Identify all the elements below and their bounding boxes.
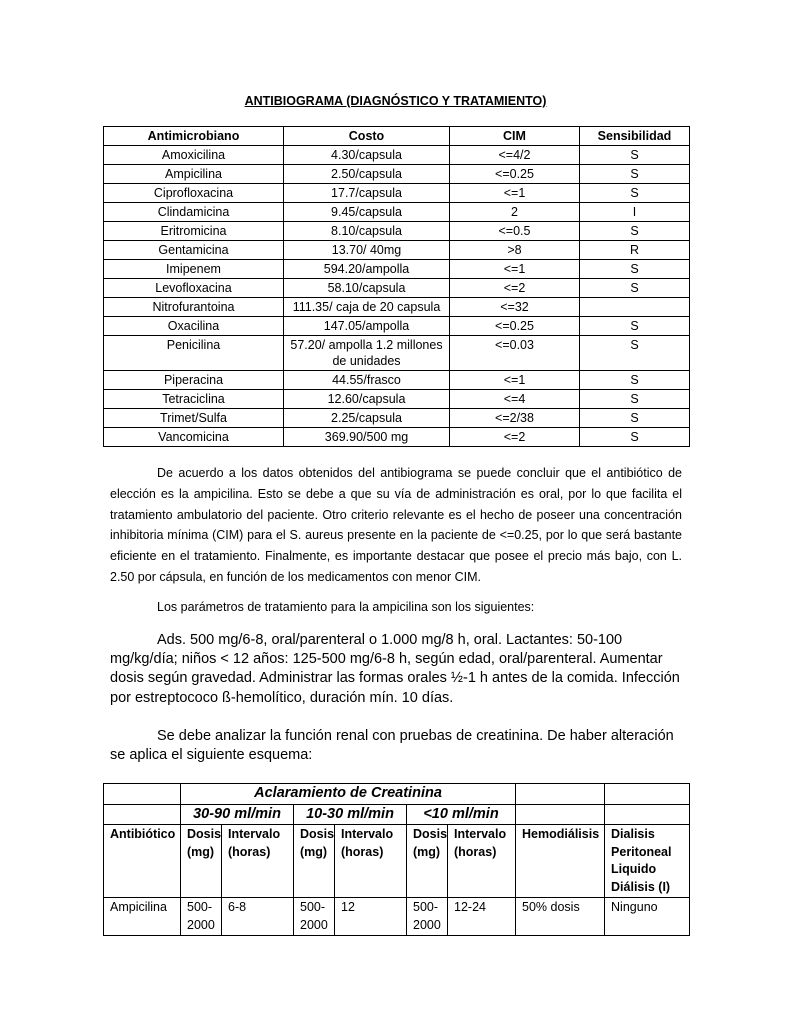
column-header: CIM bbox=[450, 127, 580, 146]
table-cell: <=1 bbox=[450, 260, 580, 279]
table-cell bbox=[580, 298, 690, 317]
table-row bbox=[104, 336, 690, 371]
table-cell: 44.55/frasco bbox=[284, 371, 450, 390]
table-cell: <=4/2 bbox=[450, 146, 580, 165]
table-row bbox=[104, 371, 690, 390]
column-header: Antibiótico bbox=[104, 825, 181, 898]
empty-cell bbox=[104, 784, 181, 805]
table-cell: >8 bbox=[450, 241, 580, 260]
table-cell: <=0.03 bbox=[450, 336, 580, 371]
table-cell: <=1 bbox=[450, 184, 580, 203]
table-cell: <=0.25 bbox=[450, 317, 580, 336]
column-header: Intervalo (horas) bbox=[222, 825, 294, 898]
column-header: Intervalo (horas) bbox=[448, 825, 516, 898]
table-cell: Clindamicina bbox=[104, 203, 284, 222]
table-cell: S bbox=[580, 279, 690, 298]
table-cell: Eritromicina bbox=[104, 222, 284, 241]
conclusion-paragraph: De acuerdo a los datos obtenidos del antibiograma se puede concluir que el antibiótico de elección es la ampicilina. Esto se debe a que su vía de administración es oral, por lo que facilita el tratamiento ambulatorio del paciente. Otro criterio relevante es el hecho de poseer una concentración inhibitoria mínima (CIM) para el S. aureus presente en la paciente de <=0.25, por lo que será bastante eficiente en el tratamiento. Finalmente, es importante destacar que posee el precio más bajo, con L. 2.50 por cápsula, en función de los medicamentos con menor CIM. bbox=[110, 466, 682, 584]
clearance-title-row bbox=[104, 784, 690, 805]
empty-cell bbox=[104, 804, 181, 825]
column-header: Dialisis Peritoneal Liquido Diálisis (I) bbox=[605, 825, 690, 898]
params-intro-paragraph: Los parámetros de tratamiento para la ampicilina son los siguientes: bbox=[157, 600, 535, 614]
table-cell: Ninguno bbox=[605, 898, 690, 936]
table-cell: S bbox=[580, 317, 690, 336]
table-row bbox=[104, 390, 690, 409]
table-cell: 500-2000 bbox=[407, 898, 448, 936]
table-cell: 111.35/ caja de 20 capsula bbox=[284, 298, 450, 317]
table-cell: 369.90/500 mg bbox=[284, 428, 450, 447]
table-cell: 500-2000 bbox=[181, 898, 222, 936]
clearance-title: Aclaramiento de Creatinina bbox=[181, 784, 516, 805]
column-header: Intervalo (horas) bbox=[335, 825, 407, 898]
dosage-paragraph: Ads. 500 mg/6-8, oral/parenteral o 1.000 mg/8 h, oral. Lactantes: 50-100 mg/kg/día; niños < 12 años: 125-500 mg/6-8 h, según edad, oral/parenteral. Aumentar dosis según gravedad. Administrar las formas orales ½-1 h antes de la comida. Infección por estreptococo ß-hemolítico, duración mín. 10 días. bbox=[110, 632, 680, 706]
column-header: Costo bbox=[284, 127, 450, 146]
table-cell: Tetraciclina bbox=[104, 390, 284, 409]
table-cell: 17.7/capsula bbox=[284, 184, 450, 203]
table-cell: 147.05/ampolla bbox=[284, 317, 450, 336]
table-cell: Ampicilina bbox=[104, 165, 284, 184]
table-cell: Trimet/Sulfa bbox=[104, 409, 284, 428]
table-cell: S bbox=[580, 260, 690, 279]
table-cell: <=2 bbox=[450, 428, 580, 447]
table-cell: <=0.5 bbox=[450, 222, 580, 241]
table-cell: 12-24 bbox=[448, 898, 516, 936]
table-cell: Ampicilina bbox=[104, 898, 181, 936]
table-cell: S bbox=[580, 165, 690, 184]
table-row bbox=[104, 279, 690, 298]
column-header: Dosis (mg) bbox=[294, 825, 335, 898]
table-cell: Levofloxacina bbox=[104, 279, 284, 298]
table-cell: 2.25/capsula bbox=[284, 409, 450, 428]
table-cell: I bbox=[580, 203, 690, 222]
clearance-header-row bbox=[104, 825, 690, 898]
table-cell: <=32 bbox=[450, 298, 580, 317]
table-cell: Ciprofloxacina bbox=[104, 184, 284, 203]
table-cell: S bbox=[580, 428, 690, 447]
table-cell: S bbox=[580, 184, 690, 203]
column-header: Antimicrobiano bbox=[104, 127, 284, 146]
table-cell: 57.20/ ampolla 1.2 millones de unidades bbox=[284, 336, 450, 371]
column-header: Sensibilidad bbox=[580, 127, 690, 146]
table-row bbox=[104, 317, 690, 336]
table-cell: S bbox=[580, 390, 690, 409]
table-cell: S bbox=[580, 146, 690, 165]
table-row bbox=[104, 165, 690, 184]
table-cell: 50% dosis bbox=[516, 898, 605, 936]
table-cell: S bbox=[580, 409, 690, 428]
table-cell: 594.20/ampolla bbox=[284, 260, 450, 279]
table-row bbox=[104, 260, 690, 279]
table-cell: 2.50/capsula bbox=[284, 165, 450, 184]
empty-cell bbox=[605, 804, 690, 825]
column-header: Dosis (mg) bbox=[181, 825, 222, 898]
column-header: Hemodiálisis bbox=[516, 825, 605, 898]
table-cell: Amoxicilina bbox=[104, 146, 284, 165]
table-cell: Penicilina bbox=[104, 336, 284, 371]
table-cell: 9.45/capsula bbox=[284, 203, 450, 222]
table-row bbox=[104, 222, 690, 241]
table-cell: Nitrofurantoina bbox=[104, 298, 284, 317]
table-cell: Oxacilina bbox=[104, 317, 284, 336]
table-cell: 12 bbox=[335, 898, 407, 936]
table-cell: 13.70/ 40mg bbox=[284, 241, 450, 260]
table-row bbox=[104, 898, 690, 936]
column-header: Dosis (mg) bbox=[407, 825, 448, 898]
table-cell: 500-2000 bbox=[294, 898, 335, 936]
table-cell: <=2/38 bbox=[450, 409, 580, 428]
table-cell: 6-8 bbox=[222, 898, 294, 936]
table-row bbox=[104, 184, 690, 203]
table-cell: Gentamicina bbox=[104, 241, 284, 260]
range-header: 10-30 ml/min bbox=[294, 804, 407, 825]
table-cell: Vancomicina bbox=[104, 428, 284, 447]
table-row bbox=[104, 409, 690, 428]
clearance-range-row bbox=[104, 804, 690, 825]
table-cell: S bbox=[580, 222, 690, 241]
range-header: <10 ml/min bbox=[407, 804, 516, 825]
creatinine-clearance-table bbox=[103, 783, 690, 936]
table-header-row bbox=[104, 127, 690, 146]
table-cell: Imipenem bbox=[104, 260, 284, 279]
table-cell: 12.60/capsula bbox=[284, 390, 450, 409]
empty-cell bbox=[516, 804, 605, 825]
table-cell: 4.30/capsula bbox=[284, 146, 450, 165]
table-row bbox=[104, 203, 690, 222]
renal-paragraph: Se debe analizar la función renal con pruebas de creatinina. De haber alteración se aplica el siguiente esquema: bbox=[110, 728, 674, 764]
empty-cell bbox=[516, 784, 605, 805]
table-cell: 8.10/capsula bbox=[284, 222, 450, 241]
table-cell: S bbox=[580, 336, 690, 371]
table-cell: Piperacina bbox=[104, 371, 284, 390]
empty-cell bbox=[605, 784, 690, 805]
table-cell: <=2 bbox=[450, 279, 580, 298]
page-title: ANTIBIOGRAMA (DIAGNÓSTICO Y TRATAMIENTO) bbox=[244, 94, 547, 108]
table-row bbox=[104, 428, 690, 447]
table-row bbox=[104, 241, 690, 260]
table-cell: <=1 bbox=[450, 371, 580, 390]
range-header: 30-90 ml/min bbox=[181, 804, 294, 825]
table-cell: S bbox=[580, 371, 690, 390]
table-row bbox=[104, 298, 690, 317]
antibiogram-table bbox=[103, 126, 690, 447]
table-cell: <=0.25 bbox=[450, 165, 580, 184]
table-cell: R bbox=[580, 241, 690, 260]
table-cell: 58.10/capsula bbox=[284, 279, 450, 298]
table-cell: <=4 bbox=[450, 390, 580, 409]
antibiogram-body bbox=[104, 146, 690, 447]
table-row bbox=[104, 146, 690, 165]
table-cell: 2 bbox=[450, 203, 580, 222]
